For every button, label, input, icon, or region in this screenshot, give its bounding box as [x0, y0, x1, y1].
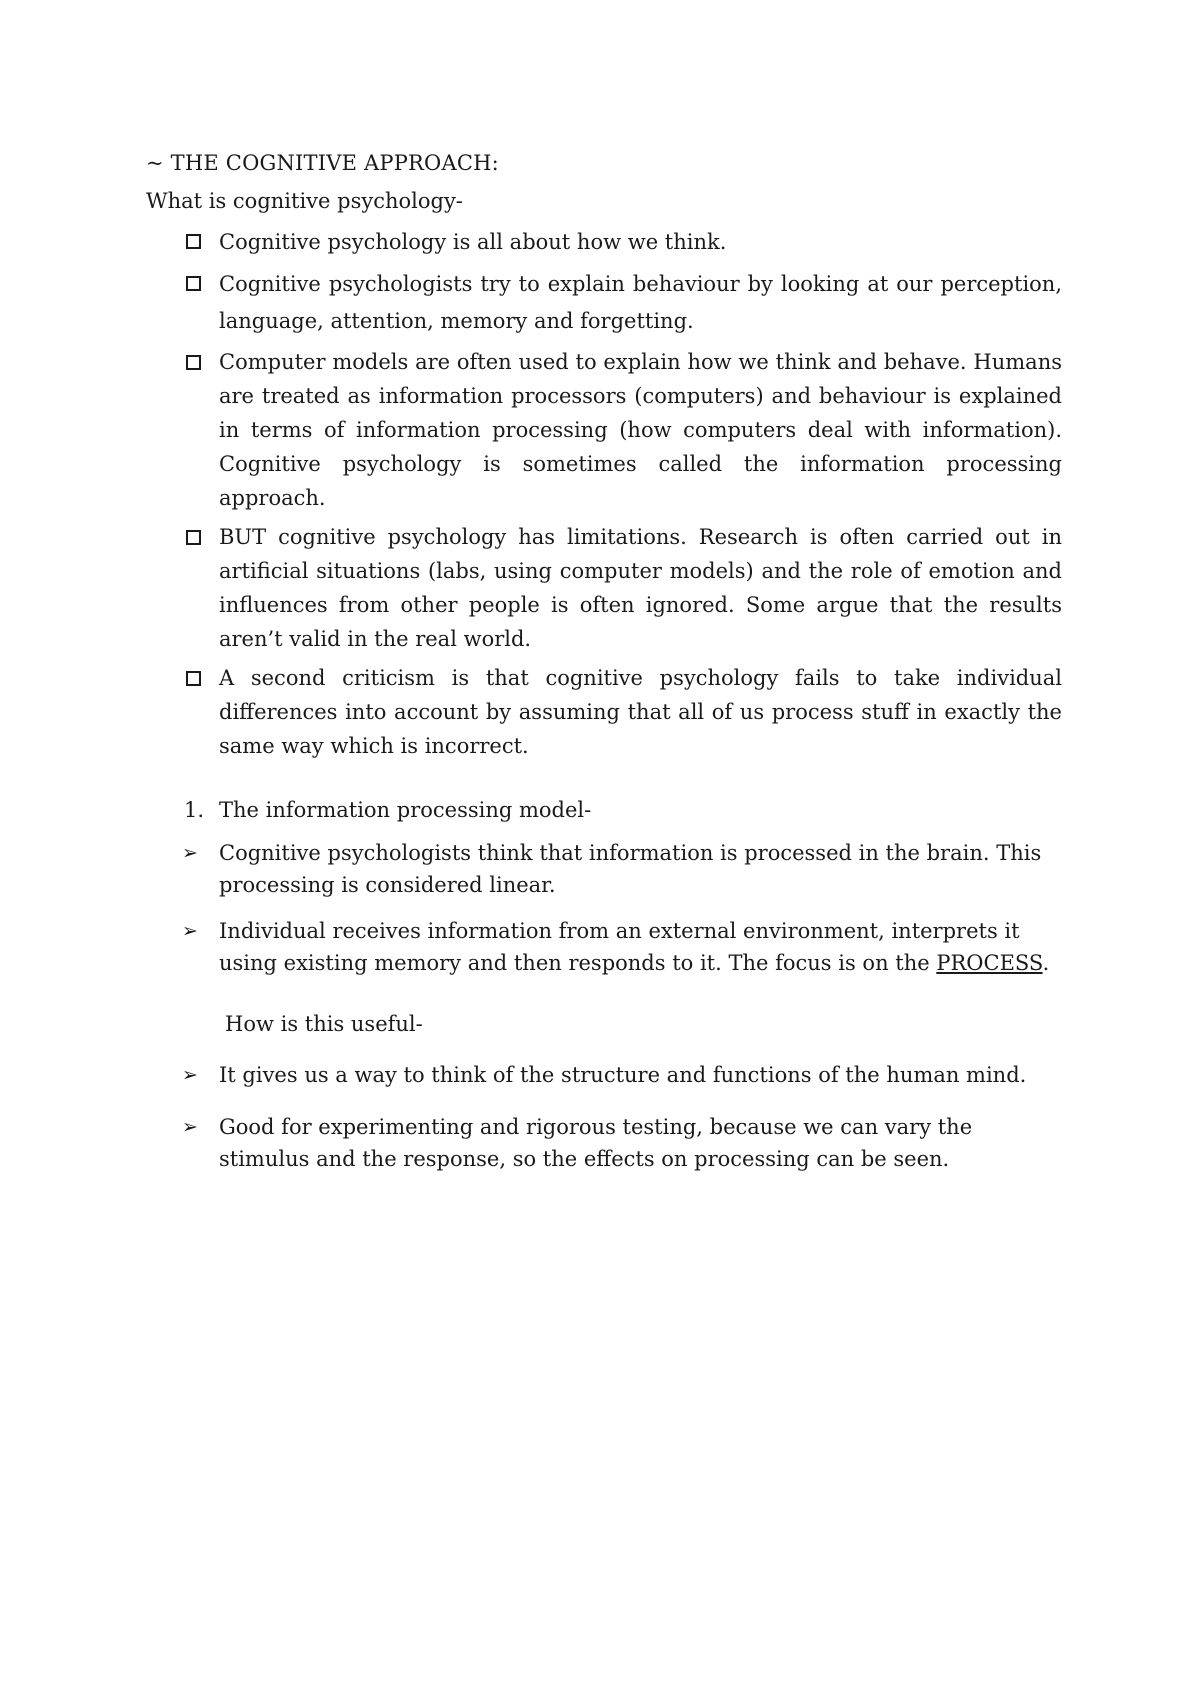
list-item-text: Good for experimenting and rigorous testing, because we can vary the stimulus and the response, so the effects on processing can be seen. [219, 1115, 973, 1171]
list-item-text: Cognitive psychologists think that information is processed in the brain. This processing is considered linear. [219, 841, 1042, 897]
list-item-text: It gives us a way to think of the structure and functions of the human mind. [219, 1063, 1027, 1087]
checkbox-outline-icon [186, 276, 201, 291]
list-item [146, 224, 1062, 261]
document-heading: ~ THE COGNITIVE APPROACH: [146, 151, 499, 175]
list-item [146, 1059, 1062, 1091]
list-item-text: Cognitive psychology is all about how we think. [219, 230, 727, 254]
text-segment: . [1042, 951, 1050, 975]
arrow-bullet-icon: ➢ [182, 842, 198, 864]
useful-heading: How is this useful- [225, 1012, 423, 1036]
checkbox-outline-icon [186, 355, 201, 370]
cognitive-psychology-list [146, 224, 1062, 763]
text-segment: Individual receives information from an external environment, interprets it using existing memory and then responds to it. The focus is on the [219, 919, 1020, 975]
list-item [146, 837, 1062, 901]
list-item [146, 345, 1062, 515]
list-item [146, 520, 1062, 656]
emphasis-process: PROCESS [936, 951, 1043, 975]
list-item-text: A second criticism is that cognitive psychology fails to take individual differences into account by assuming that all of us process stuff in exactly the same way which is incorrect. [219, 666, 1062, 758]
arrow-bullet-icon: ➢ [182, 920, 198, 942]
arrow-bullet-icon: ➢ [182, 1064, 198, 1086]
list-item [146, 661, 1062, 763]
list-item [146, 1111, 1062, 1175]
model-points-list [146, 837, 1062, 979]
item-number: 1. [184, 798, 205, 822]
numbered-item [146, 793, 1062, 827]
document-content [146, 148, 1062, 1189]
list-item-text [219, 919, 1049, 975]
numbered-item-text: The information processing model- [219, 798, 592, 822]
numbered-list [146, 793, 1062, 827]
list-item-text: Cognitive psychologists try to explain behaviour by looking at our perception, language, attention, memory and forgetting. [219, 272, 1062, 333]
checkbox-outline-icon [186, 671, 201, 686]
list-item-text: BUT cognitive psychology has limitations. Research is often carried out in artificial situations (labs, using computer models) and the role of emotion and influences from other people is often ignored. Some argue that the results aren’t valid in the real world. [219, 525, 1062, 651]
arrow-bullet-icon: ➢ [182, 1116, 198, 1138]
checkbox-outline-icon [186, 234, 201, 249]
checkbox-outline-icon [186, 530, 201, 545]
list-item-text: Computer models are often used to explain how we think and behave. Humans are treated as information processors (computers) and behaviour is explained in terms of information processing (how computers deal with information). Cognitive psychology is sometimes called the information processing approach. [219, 350, 1062, 510]
list-item [146, 266, 1062, 340]
section-subheading: What is cognitive psychology- [146, 189, 463, 213]
useful-points-list [146, 1059, 1062, 1175]
list-item [146, 915, 1062, 979]
